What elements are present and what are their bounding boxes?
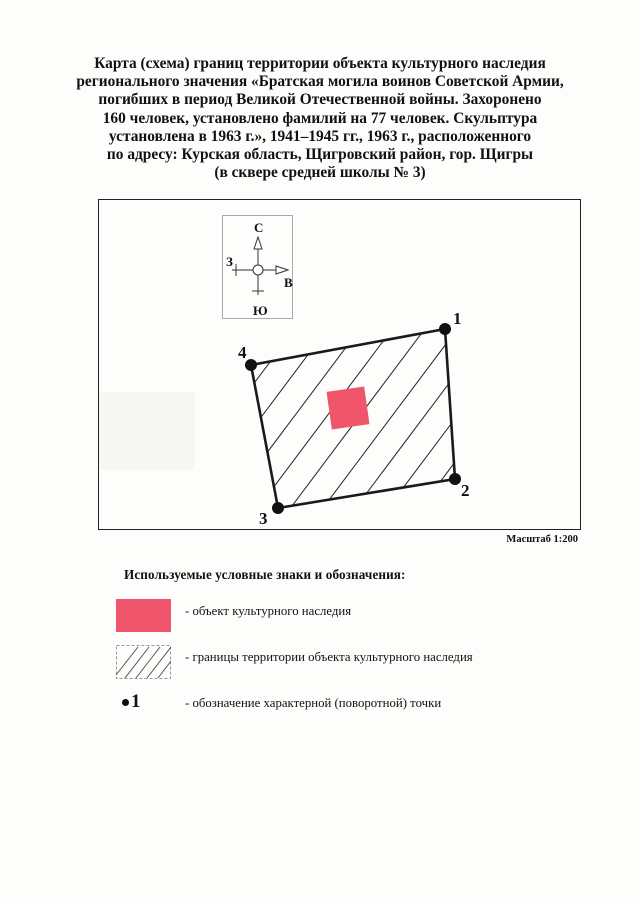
compass-rose <box>222 215 293 319</box>
point-label-4: 4 <box>238 343 247 362</box>
map-canvas <box>99 200 581 530</box>
compass-west-label: З <box>226 254 233 269</box>
title-line: по адресу: Курская область, Щигровский район, гор. Щигры <box>106 146 534 164</box>
point-label-3: 3 <box>259 509 268 528</box>
title-line: регионального значения «Братская могила воинов Советской Армии, <box>76 73 564 91</box>
point-dot-icon <box>122 699 129 706</box>
legend-point-symbol: 1 <box>131 691 141 712</box>
title-line: Карта (схема) границ территории объекта культурного наследия <box>94 55 546 72</box>
legend-title: Используемые условные знаки и обозначения: <box>124 567 406 582</box>
compass-east-label: В <box>284 275 293 290</box>
boundary-hatch <box>124 230 581 530</box>
legend-text-point: - обозначение характерной (поворотной) точки <box>185 696 442 710</box>
legend-swatch-object <box>116 599 171 632</box>
map-title <box>60 55 580 182</box>
turning-point-1 <box>439 323 451 335</box>
turning-point-2 <box>449 473 461 485</box>
legend-text-object: - объект культурного наследия <box>185 604 352 618</box>
title-line: установлена в 1963 г.», 1941–1945 гг., 1963 г., расположенного <box>108 127 532 145</box>
legend-swatch-hatch <box>116 645 171 679</box>
point-label-2: 2 <box>461 481 470 500</box>
title-line: погибших в период Великой Отечественной войны. Захоронено <box>98 91 542 109</box>
heritage-object <box>327 387 370 430</box>
legend-text-boundary: - границы территории объекта культурного наследия <box>185 650 473 664</box>
map-frame <box>98 199 581 530</box>
compass-south-label: Ю <box>253 303 268 318</box>
compass-north-label: С <box>254 220 264 235</box>
point-label-1: 1 <box>453 309 462 328</box>
title-line: 160 человек, установлено фамилий на 77 человек. Скульптура <box>102 109 538 127</box>
title-line: (в сквере средней школы № 3) <box>214 164 426 182</box>
map-scale: Масштаб 1:200 <box>506 534 578 545</box>
legend-swatch-point <box>122 691 141 713</box>
turning-point-3 <box>272 502 284 514</box>
